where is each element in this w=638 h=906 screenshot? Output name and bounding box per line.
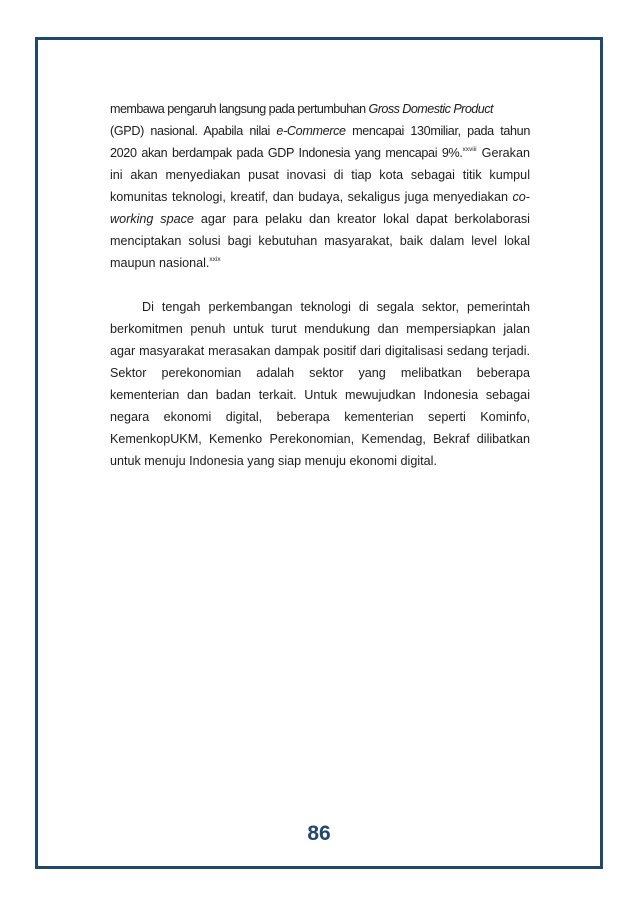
text-segment: agar para pelaku dan kreator lokal dapat berkolaborasi menciptakan solusi bagi kebutuhan masyarakat, baik dalam level lokal maupun nasional. bbox=[110, 212, 530, 270]
paragraph-2: Di tengah perkembangan teknologi di segala sektor, pemerintah berkomitmen penuh untuk turut mendukung dan mempersiapkan jalan agar masyarakat merasakan dampak positif dari digitalisasi sedang terjadi. Sektor perekonomian adalah sektor yang melibatkan beberapa kementerian dan badan terkait. Untuk mewujudkan Indonesia sebagai negara ekonomi digital, beberapa kementerian seperti Kominfo, KemenkopUKM, Kemenko Perekonomian, Kemendag, Bekraf dilibatkan untuk menuju Indonesia yang siap menuju ekonomi digital. bbox=[110, 300, 530, 468]
paragraph-1 bbox=[110, 98, 530, 274]
text-segment: (GPD) nasional. Apabila nilai bbox=[110, 124, 277, 138]
text-segment: mencapai 130miliar, pada tahun 2020 akan berdampak pada GDP Indonesia yang mencapai 9%. bbox=[110, 124, 530, 160]
footnote-ref-xxviii[interactable]: xxviii bbox=[462, 146, 477, 153]
footnote-ref-xxix[interactable]: xxix bbox=[209, 256, 221, 263]
emphasis-ecommerce: e-Commerce bbox=[276, 124, 346, 138]
text-segment: membawa pengaruh langsung pada pertumbuhan bbox=[110, 102, 369, 116]
text-segment: Gerakan ini akan menyediakan pusat inovasi di tiap kota sebagai titik kumpul komunitas teknologi, kreatif, dan budaya, sekaligus juga menyediakan bbox=[110, 146, 530, 204]
page-number: 86 bbox=[307, 822, 331, 845]
emphasis-gdp: Gross Domestic Product bbox=[368, 102, 493, 116]
emphasis-coworking: co-working space bbox=[110, 190, 530, 226]
body-text bbox=[110, 98, 530, 472]
